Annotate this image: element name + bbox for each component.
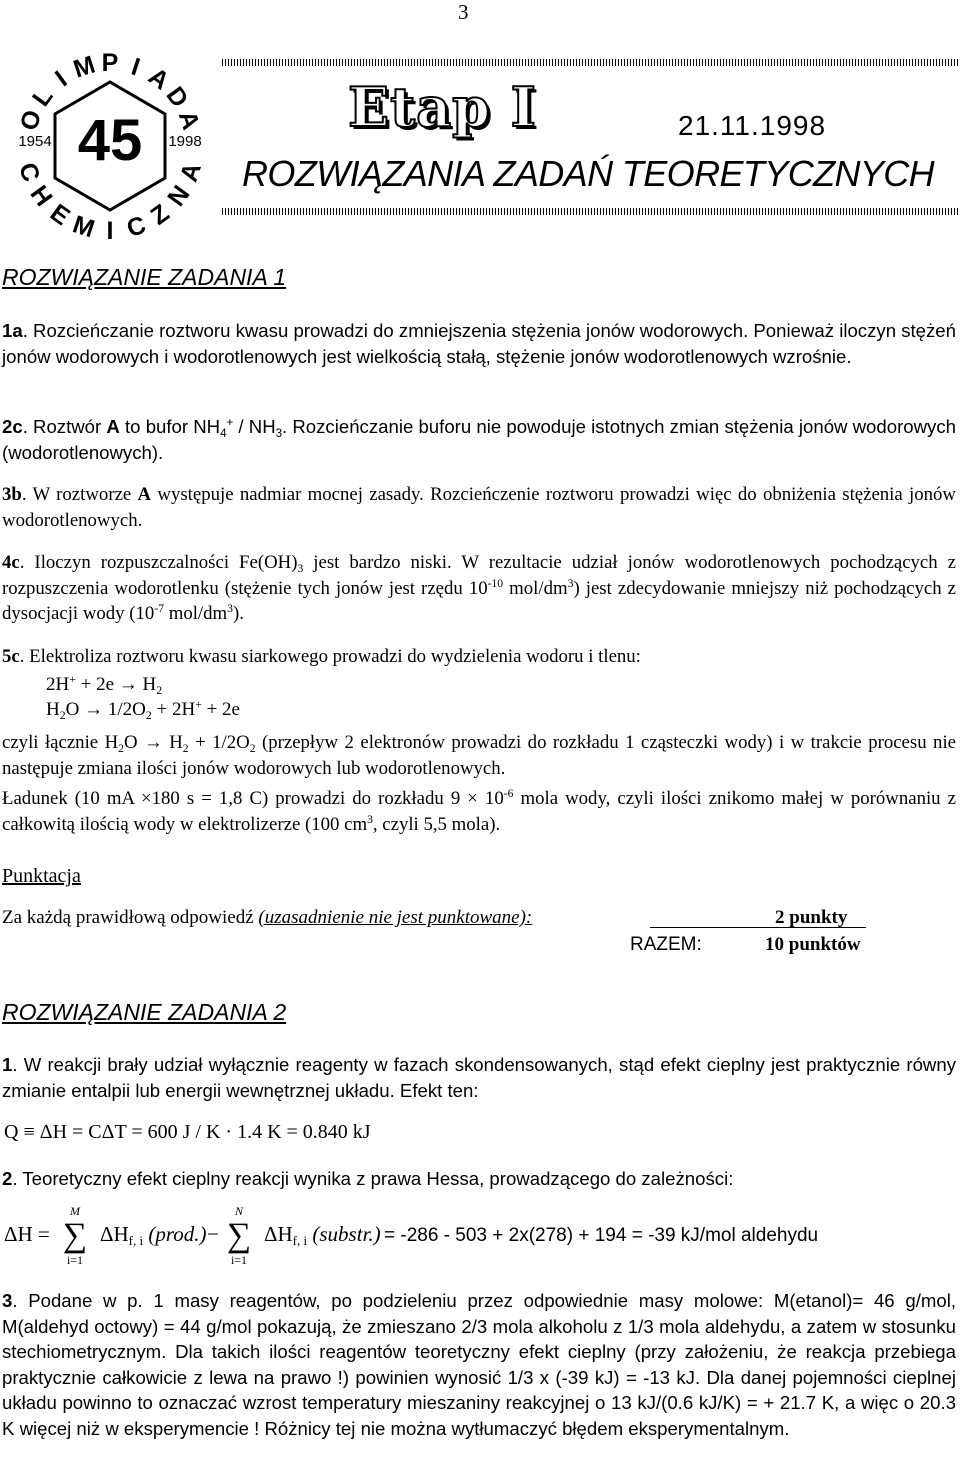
cont-sub3: 2 bbox=[249, 742, 256, 755]
label-3b: 3b bbox=[2, 484, 22, 505]
stage-title: Etap I bbox=[348, 75, 537, 139]
task1-heading: ROZWIĄZANIE ZADANIA 1 bbox=[2, 264, 287, 290]
text-4c-a: . Iloczyn rozpuszczalności Fe(OH) bbox=[19, 552, 298, 573]
t2-label-1: 1 bbox=[2, 1054, 13, 1075]
text-4c-c: mol/dm bbox=[503, 577, 568, 599]
sub-3: 3 bbox=[275, 428, 283, 440]
cont-sub2: 2 bbox=[182, 742, 189, 755]
eq2-sub1: 2 bbox=[59, 709, 66, 722]
olympiad-logo-graphic bbox=[4, 40, 216, 252]
header-hatch-bottom bbox=[222, 208, 958, 215]
text-5c-a: czyli łącznie H bbox=[2, 732, 119, 753]
sum-icon: ∑ bbox=[226, 1217, 252, 1254]
label-4c: 4c bbox=[2, 552, 20, 573]
logo-year-right: 1998 bbox=[168, 133, 202, 150]
logo-letter: C bbox=[123, 210, 150, 243]
logo-letter: Z bbox=[145, 198, 175, 231]
logo-letter: E bbox=[45, 198, 75, 232]
logo-number: 45 bbox=[77, 108, 143, 173]
hess-sum1 bbox=[58, 1204, 92, 1268]
text-5c-d: (przepływ 2 elektronów prowadzi do rozkładu 1 cząsteczki wody) i w trakcie procesu nie następuje zmiana ilości jonów wodorowych lub wodorotlenowych. bbox=[2, 732, 956, 779]
text-5c-c: + 1/2O bbox=[188, 732, 250, 753]
eq2-b: O → 1/2O bbox=[65, 699, 146, 720]
hess-sum1-top: M bbox=[70, 1204, 80, 1218]
text-3b-a: . W roztworze bbox=[21, 484, 138, 505]
text-4c-b: jest bardzo niski. W rezultacie udział jonów wodorotlenowych pochodzących z rozpuszczenia wodorotlenku (stężenie tych jonów jest rzędu 10 bbox=[2, 552, 956, 599]
logo-letter: H bbox=[24, 180, 58, 212]
logo-letter: M bbox=[70, 50, 99, 84]
text-4c-d: ) jest zdecydowanie mniejszy niż pochodzących z dysocjacji wody (10 bbox=[2, 577, 956, 624]
sup-3a: 3 bbox=[567, 576, 574, 590]
text-2c-d: . Rozcieńczanie buforu nie powoduje istotnych zmian stężenia jonów wodorowych (wodorotlenowych). bbox=[2, 416, 956, 463]
t2-text-3: . Podane w p. 1 masy reagentów, po podzieleniu przez odpowiednie masy molowe: M(etanol)= 46 g/mol, M(aldehyd octowy) = 44 g/mol pokazują, że zmieszano 2/3 mola alkoholu z 1/3 mola aldehydu, a zatem w stosunku stechiometrycznym. Dla takich ilości reagentów teoretyczny efekt cieplny (przy założeniu, że reakcja przebiega praktycznie całkowicie z lewa na prawo !) powinien wynosić 1/3 x (-39 kJ) = -13 kJ. Dla danej pojemności cieplnej układu powinno to oznaczać wzrost temperatury mieszaniny reakcyjnej o 13 kJ/(0.6 kJ/K) = + 21.7 K, a więc o 20.3 K więcej niż w eksperymencie ! Różnicy tej nie można wytłumaczyć błędem eksperymentalnym. bbox=[2, 1290, 956, 1439]
text-5c-b: O → H bbox=[123, 732, 183, 753]
page-subtitle: ROZWIĄZANIA ZADAŃ TEORETYCZNYCH bbox=[242, 153, 935, 194]
answer-5c-continued bbox=[2, 730, 956, 781]
hess-term2 bbox=[264, 1222, 381, 1248]
hess-rhs: = -286 - 503 + 2x(278) + 194 = -39 kJ/mol aldehydu bbox=[384, 1225, 819, 1246]
hess-sum2 bbox=[222, 1204, 256, 1268]
logo-letter: I bbox=[128, 52, 144, 82]
text-3b-A: A bbox=[137, 484, 152, 505]
text-4c-f: ). bbox=[232, 603, 244, 624]
sup-plus: + bbox=[226, 417, 234, 429]
sup-m10: -10 bbox=[487, 576, 504, 590]
text-3b-b: występuje nadmiar mocnej zasady. Rozcieńczenie roztworu prowadzi więc do obniżenia stężenia jonów wodorotlenowych. bbox=[2, 484, 956, 531]
score-b: (uzasadnienie nie jest punktowane): bbox=[258, 907, 533, 928]
logo-letter: C bbox=[13, 159, 46, 186]
logo-letter: A bbox=[143, 62, 175, 96]
task2-answer-1 bbox=[2, 1052, 956, 1103]
answer-4c bbox=[2, 550, 956, 627]
logo-letter: L bbox=[26, 82, 59, 112]
eq1-sub: 2 bbox=[156, 684, 163, 697]
t2-text-2: . Teoretyczny efekt cieplny reakcji wynika z prawa Hessa, prowadzącego do zależności: bbox=[12, 1168, 734, 1189]
task2-answer-2 bbox=[2, 1166, 956, 1192]
answer-2c bbox=[2, 414, 956, 465]
logo-letter: I bbox=[50, 65, 73, 93]
task2-answer-3 bbox=[2, 1288, 956, 1441]
hess-sum1-bottom: i=1 bbox=[66, 1253, 84, 1267]
text-2c-b: to bufor NH bbox=[119, 416, 221, 437]
text-5c: . Elektroliza roztworu kwasu siarkowego prowadzi do wydzielenia wodoru i tlenu: bbox=[19, 646, 641, 667]
eq1-sup: + bbox=[69, 673, 76, 686]
t2-label-2: 2 bbox=[2, 1168, 13, 1189]
total-label: RAZEM: bbox=[630, 934, 702, 955]
eq2-sup: + bbox=[195, 698, 202, 711]
logo-letter: A bbox=[172, 107, 206, 134]
eq1-b: + 2e → H bbox=[75, 674, 157, 695]
logo-letter: P bbox=[101, 49, 119, 77]
hess-substr: (substr.) bbox=[312, 1222, 381, 1246]
eq2-a: H bbox=[46, 699, 60, 720]
eq2-c: + 2H bbox=[151, 699, 196, 720]
heat-equation: Q ≡ ΔH = CΔT = 600 J / K · 1.4 K = 0.840 kJ bbox=[4, 1121, 371, 1143]
answer-5c bbox=[2, 644, 956, 670]
hess-term1 bbox=[100, 1222, 207, 1248]
sup-3b: 3 bbox=[227, 602, 233, 615]
eq2-sub2: 2 bbox=[145, 709, 152, 722]
hess-sub2: f, i bbox=[292, 1233, 308, 1248]
eq2-d: + 2e bbox=[201, 699, 240, 720]
logo-letter: N bbox=[162, 180, 196, 212]
olympiad-logo bbox=[4, 40, 216, 252]
label-1a: 1a bbox=[2, 320, 23, 341]
eq1-a: 2H bbox=[46, 674, 70, 695]
charge-b: mola wody, czyli ilości znikomo małej w porównaniu z całkowitą ilością wody w elektrolizerze (100 cm bbox=[2, 788, 956, 835]
sub-4: 4 bbox=[220, 428, 227, 440]
charge-sup2: 3 bbox=[367, 812, 373, 826]
header-hatch-top bbox=[222, 59, 958, 66]
logo-letter: I bbox=[106, 217, 114, 245]
text-1a: . Rozcieńczanie roztworu kwasu prowadzi do zmniejszenia stężenia jonów wodorowych. Ponieważ iloczyn stężeń jonów wodorowych i wodorotlenowych jest wielkością stałą, stężenie jonów wodorotlenowych wzrośnie. bbox=[2, 320, 956, 367]
date: 21.11.1998 bbox=[678, 110, 827, 141]
answer-3b bbox=[2, 482, 956, 533]
sum-icon: ∑ bbox=[62, 1217, 88, 1254]
logo-letter: O bbox=[14, 106, 48, 134]
text-2c-A: A bbox=[106, 416, 120, 437]
charge-paragraph bbox=[2, 786, 956, 837]
hess-sub1: f, i bbox=[128, 1233, 144, 1248]
charge-sup1: -6 bbox=[503, 787, 514, 800]
label-5c: 5c bbox=[2, 646, 20, 667]
text-2c-c: / NH bbox=[233, 416, 276, 437]
t2-label-3: 3 bbox=[2, 1290, 13, 1311]
hess-sum2-top: N bbox=[234, 1204, 243, 1218]
hess-lhs: ΔH = bbox=[4, 1222, 50, 1246]
scoring-heading: Punktacja bbox=[2, 865, 81, 887]
text-4c-e: mol/dm bbox=[164, 603, 228, 624]
equation-2 bbox=[46, 699, 240, 721]
score-value: 2 punkty bbox=[775, 907, 848, 928]
logo-year-left: 1954 bbox=[18, 133, 52, 150]
charge-a: Ładunek (10 mA ×180 s = 1,8 C) prowadzi do rozkładu 9 × 10 bbox=[2, 788, 504, 809]
text-2c-a: . Roztwór bbox=[22, 416, 107, 437]
hess-dh1: ΔH bbox=[100, 1222, 129, 1246]
logo-letter: D bbox=[160, 81, 194, 113]
charge-c: , czyli 5,5 mola). bbox=[372, 813, 501, 835]
answer-1a bbox=[2, 318, 956, 369]
sub-3b: 3 bbox=[297, 562, 304, 575]
page-number: 3 bbox=[458, 0, 469, 24]
equation-1 bbox=[46, 674, 162, 696]
hess-sum2-bottom: i=1 bbox=[230, 1253, 248, 1267]
label-2c: 2c bbox=[2, 416, 23, 437]
score-a: Za każdą prawidłową odpowiedź bbox=[2, 907, 254, 928]
hess-prod: (prod.) bbox=[148, 1222, 207, 1246]
sup-m7: -7 bbox=[154, 602, 165, 615]
task2-heading: ROZWIĄZANIE ZADANIA 2 bbox=[2, 999, 287, 1025]
logo-letter: A bbox=[174, 159, 207, 186]
cont-sub1: 2 bbox=[118, 742, 124, 755]
t2-text-1: . W reakcji brały udział wyłącznie reagenty w fazach skondensowanych, stąd efekt cieplny jest praktycznie równy zmianie entalpii lub energii wewnętrznej układu. Efekt ten: bbox=[2, 1054, 956, 1101]
score-line-label bbox=[2, 908, 532, 927]
total-value: 10 punktów bbox=[765, 934, 861, 955]
hess-dh2: ΔH bbox=[264, 1222, 293, 1246]
logo-letter: M bbox=[69, 210, 98, 244]
hess-minus: − bbox=[207, 1222, 219, 1246]
